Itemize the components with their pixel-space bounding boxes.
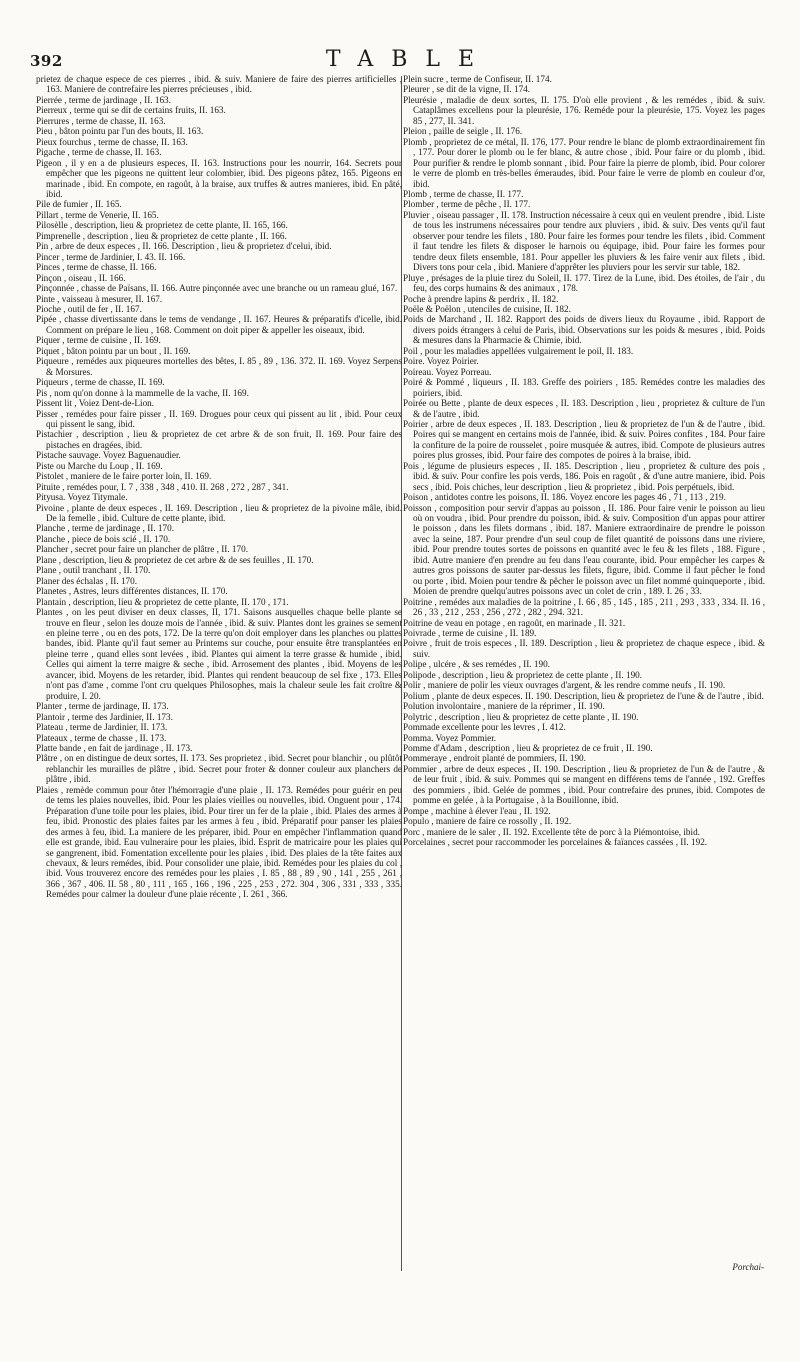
index-entry: Poivre , fruit de trois especes , II. 189. Description , lieu & proprietez de chaque espece , ibid. & suiv.	[403, 638, 765, 659]
index-entry: Pisser , remédes pour faire pisser , II. 169. Drogues pour ceux qui pissent au lit , ibid. Pour ceux qui pissent le sang, ibid.	[36, 408, 402, 429]
index-entry: Pillart , terme de Venerie, II. 165.	[36, 209, 159, 220]
index-entry: Pommeraye , endroit planté de pommiers, II. 190.	[403, 753, 586, 764]
catchword: Porchai-	[732, 1262, 764, 1272]
index-entry: Pleurésie , maladie de deux sortes, II. 175. D'où elle provient , & les remédes , ibid. & suiv. Cataplâmes excellens pour la pleurésie, 176. Reméde pour la pleurésie, 175. Voyez les pages 85 , 277, II. 341.	[403, 94, 765, 126]
index-entry: Pissent lit , Voiez Dent-de-Lion.	[36, 398, 155, 409]
index-entry: Poireau. Voyez Porreau.	[403, 366, 492, 377]
index-entry: Pluvier , oiseau passager , II. 178. Instruction nécessaire à ceux qui en veulent prendre , ibid. Liste de tous les instrumens nécessaires pour tendre aux pluviers , ibid. & suiv. Des vents qu'il faut observer pour tendre les filets , 180. Pour faire les formes pour tendre les filets , ibid. Comment il faut tendre les filets & disposer le harnois ou équipage, ibid. Pour faire les formes pour tendre deux filets ensemble, 181. Pour appeller les pluviers & les faire venir aux filets , ibid. Divers tons pour cela , ibid. Maniere d'apprêter les pluviers pour les servir sur table, 182.	[403, 209, 765, 273]
index-entry: Poil , pour les maladies appellées vulgairement le poil, II. 183.	[403, 345, 634, 356]
index-entry: Planer des échalas , II. 170.	[36, 575, 138, 586]
index-entry: Pistache sauvage. Voyez Baguenaudier.	[36, 450, 181, 461]
index-entry: Plantoir , terme des Jardinier, II. 173.	[36, 711, 173, 722]
index-entry: Polipe , ulcére , & ses remédes , II. 190.	[403, 659, 550, 670]
index-entry: Pierrée , terme de jardinage , II. 163.	[36, 94, 171, 105]
index-entry: Poison , antidotes contre les poisons, II. 186. Voyez encore les pages 46 , 71 , 113 , 219.	[403, 492, 726, 503]
index-entry: Platte bande , en fait de jardinage , II. 173.	[36, 743, 193, 753]
index-entry: Pinçon , oiseau , II. 166.	[36, 272, 126, 283]
index-entry: Poitrine de veau en potage , en ragoût, en marinade , II. 321.	[403, 617, 626, 628]
index-entry: Pistolet , maniere de le faire porter loin, II. 169.	[36, 471, 212, 482]
index-entry: Plantain , description, lieu & proprietez de cette plante, II. 170 , 171.	[36, 596, 289, 607]
index-entry: Pierrures , terme de chasse, II. 163.	[36, 115, 166, 126]
index-entry: Plane , outil tranchant , II. 170.	[36, 565, 151, 576]
index-entry: Pommade excellente pour les levres , I. 412.	[403, 722, 566, 733]
index-entry: Piquet , bâton pointu par un bout , II. 169.	[36, 345, 191, 356]
index-column-right	[403, 74, 765, 1274]
index-entry: Planter , terme de jardinage, II. 173.	[36, 701, 169, 712]
index-entry: Plancher , secret pour faire un plancher de plâtre , II. 170.	[36, 544, 248, 555]
index-entry: Piste ou Marche du Loup , II. 169.	[36, 460, 163, 471]
index-entry: Populo , maniere de faire ce rossolly , II. 192.	[403, 816, 572, 827]
index-entry: Pieux fourchus , terme de chasse, II. 163.	[36, 136, 188, 147]
index-entry: Poitrine , remédes aux maladies de la poitrine , I. 66 , 85 , 145 , 185 , 211 , 293 , 333 , 334. II. 16 , 26 , 33 , 212 , 253 , 256 , 272 , 282 , 294. 321.	[403, 596, 765, 618]
index-entry: Polipode , description , lieu & proprietez de cette plante , II. 190.	[403, 669, 643, 680]
index-entry: Pityusa. Voyez Titymale.	[36, 492, 128, 503]
index-entry: Pituite , remédes pour, I. 7 , 338 , 348 , 410. II. 268 , 272 , 287 , 341.	[36, 481, 289, 492]
index-column-left	[36, 74, 402, 1274]
index-entry: prietez de chaque espece de ces pierres , ibid. & suiv. Maniere de faire des pierres artificielles , 163. Maniere de contrefaire les pierres précieuses , ibid.	[36, 74, 402, 95]
index-entry: Porc , maniere de le saler , II. 192. Excellente tête de porc à la Piémontoise, ibid.	[403, 826, 700, 837]
index-entry: Piqueurs , terme de chasse, II. 169.	[36, 377, 165, 388]
index-entry: Pis , nom qu'on donne à la mammelle de la vache, II. 169.	[36, 387, 249, 398]
page-number: 392	[30, 52, 63, 70]
index-entry: Poirier , arbre de deux especes , II. 183. Description , lieu & proprietez de l'un & de l'autre , ibid. Poires qui se mangent en certains mois de l'année, ibid. & suiv. Poires confites , 184. Pour faire la confiture de la poire de rousselet , poire musquée & autres, ibid. Compote de plusieurs autres poires plus grosses, ibid. Pour faire des compotes de poires à la braise, ibid.	[403, 418, 765, 461]
index-entry: Poivrade , terme de cuisine , II. 189.	[403, 628, 537, 639]
index-entry: Plane , description, lieu & proprietez de cet arbre & de ses feuilles , II. 170.	[36, 554, 314, 565]
index-entry: Polium , plante de deux especes. II. 190. Description, lieu & proprietez de l'une & de l'autre , ibid.	[403, 690, 764, 701]
index-entry: Pinte , vaisseau à mesurer, II. 167.	[36, 293, 163, 304]
index-entry: Poirée ou Bette , plante de deux especes , II. 183. Description , lieu , proprietez & culture de l'un & de l'autre , ibid.	[403, 398, 765, 419]
index-entry: Planche , terme de jardinage , II. 170.	[36, 523, 175, 534]
index-entry: Polution involontaire , maniere de la réprimer , II. 190.	[403, 701, 605, 712]
index-entry: Pluye , présages de la pluie tirez du Soleil, II. 177. Tirez de la Lune, ibid. Des étoiles, de l'air , du feu, des corps humains & des animaux , 178.	[403, 272, 765, 294]
index-entry: Pilosèlle , description, lieu & proprietez de cette plante, II. 165, 166.	[36, 220, 288, 231]
index-entry: Piqueure , remédes aux piqueures mortelles des bêtes, I. 85 , 89 , 136. 372. II. 169. Voyez Serpens & Morsures.	[36, 356, 402, 377]
index-entry: Planche , piece de bois scié , II. 170.	[36, 533, 171, 544]
index-entry: Plomb , proprietez de ce métal, II. 176, 177. Pour rendre le blanc de plomb extraordinairement fin , 177. Pour dorer le plomb ou le fer blanc, & autre chose , ibid. Pour faire or du plomb , ibid. Pour purifier & rendre le plomb sonnant , ibid. Pour faire la pierre de plomb, ibid. Pour colorer le verre de plomb en très-belles émeraudes, ibid. Pour faire le verre de plomb en couleur d'or, ibid.	[403, 136, 765, 189]
index-entry: Pommier , arbre de deux especes , II. 190. Description , lieu & proprietez de l'un & de l'autre , & de leur fruit , ibid. & suiv. Pommes qui se mangent en différens tems de l'année , 192. Greffes des pommiers , ibid. Gelée de pommes , ibid. Pour contrefaire des prunes, ibid. Compotes de pomme en gelée , à la Portugaise , à la Bouillonne, ibid.	[403, 763, 765, 806]
index-entry: Plantes , on les peut diviser en deux classes, II, 171. Saisons ausquelles chaque belle plante se trouve en fleur , selon les douze mois de l'année , ibid. & suiv. Plantes dont les graines se sement en pleine terre , ou en des pots, 172. De la terre qu'on doit employer dans les planches ou plattes bandes, ibid. Plante qu'il faut semer au Printems sur couche, pour ensuite être transplantées en pleine terre , quand elles sont levées , ibid. Plantes qui aiment la terre grasse & humide , ibid. Celles qui aiment la terre maigre & seche , ibid. Arrosement des plantes , ibid. Moyens de les avancer, ibid. Moyens de les retarder, ibid. Plantes qui rendent beaucoup de sel fixe , 173. Elles n'ont pas d'ame , comme l'ont cru quelques Philosophes, mais la chaleur seule les fait croître & produire, I. 20.	[36, 607, 402, 701]
index-entry: Poire. Voyez Poirier.	[403, 356, 479, 367]
running-title: TABLE	[325, 47, 493, 72]
index-entry: Poisson , composition pour servir d'appas au poisson , II. 186. Pour faire venir le poisson au lieu où on voudra , ibid. Pour prendre du poisson, ibid. & suiv. Composition d'un appas pour attirer le poisson , dans les filets dormans , ibid. 187. Maniere extraordinaire de prendre le poisson avec la seine, 187. Pour prendre d'un seul coup de filet quantité de poissons dans une riviere, ibid. Pour prendre toutes sortes de poissons en quantité avec le feu & les filets , 188. Figure , ibid. Autre maniere d'en prendre au feu dans l'eau courante, ibid. Pour empêcher les carpes & autres gros poissons de sauter par-dessus les filets, figure, ibid. Comme il faut pêcher le fond ou porte , ibid. Moien pour tendre & pêcher le poisson avec un filet nommé quinqueporte , ibid. Moien de prendre quelqu'autres poissons avec un colet de crin , 189. I. 26 , 33.	[403, 502, 765, 597]
index-entry: Pioche , outil de fer , II. 167.	[36, 303, 142, 314]
index-entry: Plateau , terme de Jardinier, II. 173.	[36, 722, 168, 733]
index-entry: Pipée , chasse divertissante dans le tems de vendange , II. 167. Heures & préparatifs d'icelle, ibid. Comment on prépare le lieu , 168. Comment on doit piper & appeller les oiseaux, ibid.	[36, 314, 402, 335]
index-entry: Polir , maniere de polir les vieux ouvrages d'argent, & les rendre comme neufs , II. 190.	[403, 680, 726, 691]
index-entry: Pomma. Voyez Pommier.	[403, 732, 497, 743]
index-entry: Pleion , paille de seigle , II. 176.	[403, 126, 523, 137]
index-entry: Piquer , terme de cuisine , II. 169.	[36, 335, 161, 346]
index-entry: Pieu , bâton pointu par l'un des bouts, II. 163.	[36, 126, 204, 137]
index-entry: Pierreux , terme qui se dit de certains fruits, II. 163.	[36, 105, 226, 116]
index-entry: Pincer , terme de Jardinier, I. 43. II. 166.	[36, 251, 186, 262]
index-entry: Poids de Marchand , II. 182. Rapport des poids de divers lieux du Royaume , ibid. Rapport de divers poids étrangers à celui de Paris, ibid. Observations sur les poids & mesures , ibid. Poids & mesures dans la Pharmacie & Chimie, ibid.	[403, 314, 765, 346]
index-entry: Pivoine , plante de deux especes , II. 169. Description , lieu & proprietez de la pivoine mâle, ibid. De la femelle , ibid. Culture de cette plante, ibid.	[36, 502, 402, 524]
index-entry: Poche à prendre lapins & perdrix , II. 182.	[403, 293, 559, 304]
index-entry: Pomme d'Adam , description , lieu & proprietez de ce fruit , II. 190.	[403, 743, 653, 753]
index-entry: Poële & Poëlon , utenciles de cuisine, II. 182.	[403, 303, 571, 314]
index-entry: Poiré & Pommé , liqueurs , II. 183. Greffe des poiriers , 185. Remédes contre les maladies des poiriers, ibid.	[403, 377, 765, 398]
index-entry: Porcelaines , secret pour raccommoder les porcelaines & faïances cassées , II. 192.	[403, 837, 708, 848]
index-entry: Pin , arbre de deux especes , II. 166. Description , lieu & proprietez d'celui, ibid.	[36, 241, 332, 252]
index-entry: Pompe , machine à élever l'eau , II. 192.	[403, 805, 551, 816]
index-entry: Plaies , remède commun pour ôter l'hémorragie d'une plaie , II. 173. Remédes pour guérir en peu de tems les plaies nouvelles, ibid. Pour les plaies vieilles ou nouvelles, ibid. Onguent pour , 174. Préparation d'une toile pour les plaies, ibid. Pour tirer un fer de la plaie , ibid. Plaies des armes à feu, ibid. Pronostic des plaies faites par les armes à feu , ibid. Préparatif pour panser les plaies des armes à feu, ibid. La maniere de les préparer, ibid. Pour en empêcher l'inflammation quand elle est grande, ibid. Eau vulneraire pour les plaies, ibid. Esprit de matricaire pour les plaies qui se gangrenent, ibid. Fomentation excellente pour les plaies , ibid. Des plaies de la tête faites aux chevaux, & leurs remédes, ibid. Pour consolider une plaie, ibid. Remédes pour les plaies du col , ibid. Vous trouverez encore des remédes pour les plaies , I. 85 , 88 , 89 , 90 , 141 , 255 , 261 , 366 , 367 , 406. II. 58 , 80 , 111 , 165 , 166 , 196 , 225 , 253 , 272. 304 , 306 , 331 , 333 , 335. Remédes pour calmer la douleur d'une plaie récente , I. 261 , 366.	[36, 784, 402, 900]
index-entry: Pois , légume de plusieurs especes , II. 185. Description , lieu , proprietez & culture des pois , ibid. & suiv. Pour confire les pois verds, 186. Pois en ragoût , & d'une autre maniere, ibid. Pois secs , ibid. Pois chiches, leur description , lieu & proprietez , ibid. Pois perpétuels, ibid.	[403, 460, 765, 492]
index-entry: Pleurer , se dit de la vigne, II. 174.	[403, 84, 531, 95]
index-entry: Pimprenelle , description , lieu & proprietez de cette plante , II. 166.	[36, 230, 287, 241]
index-entry: Pinces , terme de chasse, II. 166.	[36, 262, 157, 273]
index-entry: Plateaux , terme de chasse , II. 173.	[36, 732, 167, 743]
index-entry: Pigache , terme de chasse, II. 163.	[36, 147, 162, 158]
index-entry: Planetes , Astres, leurs différentes distances, II. 170.	[36, 586, 228, 597]
index-entry: Pile de fumier , II. 165.	[36, 199, 122, 210]
index-entry: Plein sucre , terme de Confiseur, II. 174.	[403, 74, 552, 84]
index-entry: Plomber , terme de pêche , II. 177.	[403, 199, 531, 210]
index-entry: Pigeon , il y en a de plusieurs especes, II. 163. Instructions pour les nourrir, 164. Secrets pour empêcher que les pigeons ne quittent leur colombier, ibid. Des pigeons pâtez, 165. Pigeons en marinade , ibid. En compote, en ragoût, à la braise, aux truffes & autres manieres, ibid. En pâté, ibid.	[36, 157, 402, 199]
index-entry: Plomb , terme de chasse, II. 177.	[403, 188, 524, 199]
index-entry: Pinçonnée , chasse de Païsans, II. 166. Autre pinçonnée avec une branche ou un rameau glué, 167.	[36, 283, 398, 294]
index-entry: Pistachier , description , lieu & proprietez de cet arbre & de son fruit, II. 169. Pour faire des pistaches en dragées, ibid.	[36, 429, 402, 450]
index-entry: Plâtre , on en distingue de deux sortes, II. 173. Ses proprietez , ibid. Secret pour blanchir , ou plûtôt reblanchir les murailles de plâtre , ibid. Secret pour froter & donner couleur aux planchers de plâtre , ibid.	[36, 753, 402, 785]
index-entry: Polytric , description , lieu & proprietez de cette plante , II. 190.	[403, 711, 639, 722]
